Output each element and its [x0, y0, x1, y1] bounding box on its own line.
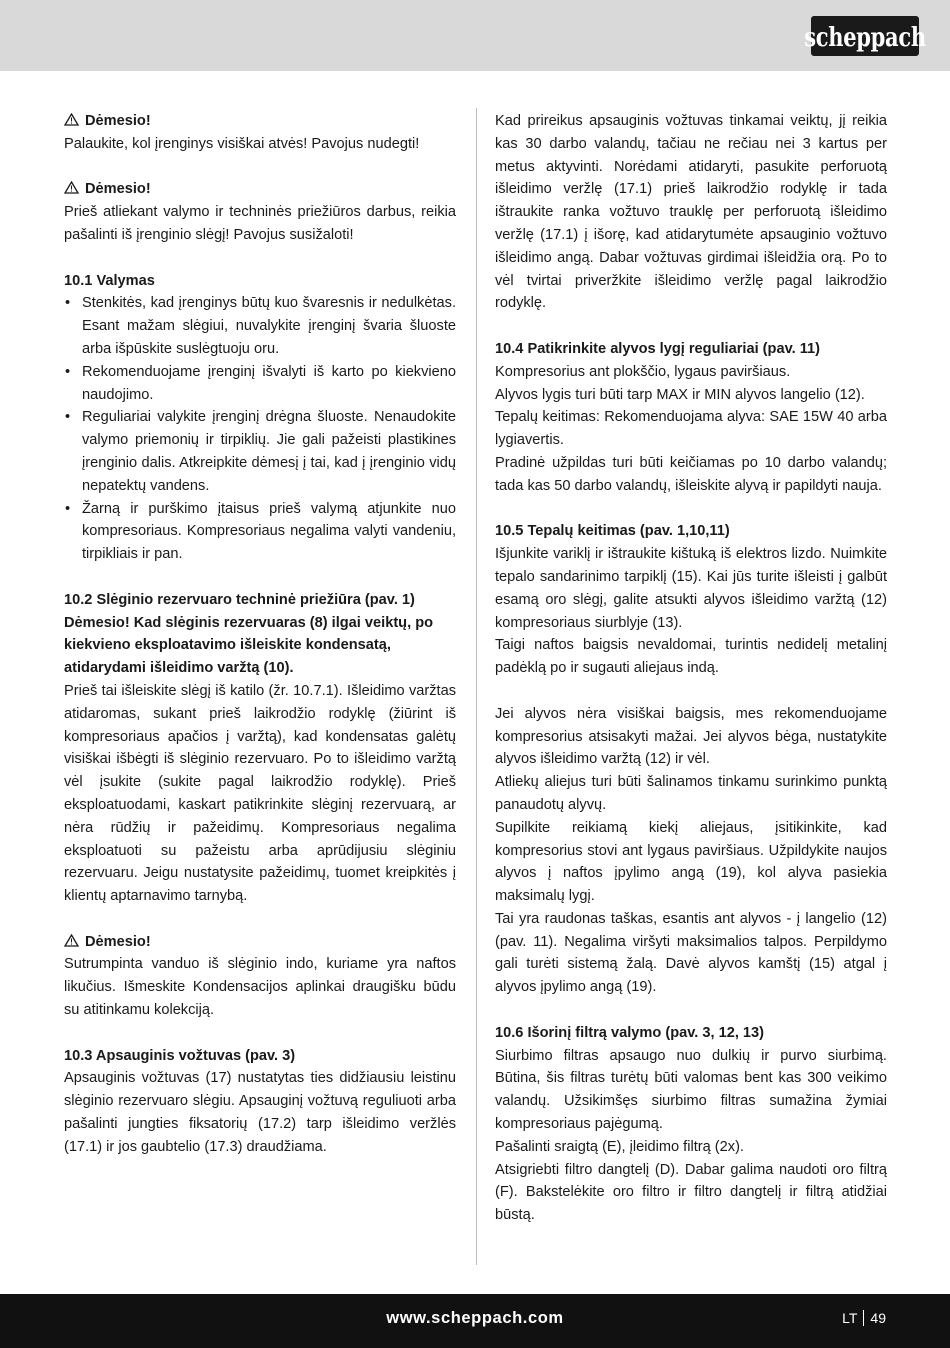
section-10-3-continued: Kad prireikus apsauginis vožtuvas tinkamai veiktų, jį reikia kas 30 darbo valandų, tačiau ne rečiau nei 3 kartus per metus aktyvinti. Norėdami atidaryti, pasukite perforuotą išleidimo veržlę (17.1) prieš laikrodžio rodyklę ir tada ištraukite ranka vožtuvo trauklę per perforuotą išleidimo veržlę (17.1) į išorę, kad atidarytumėte apsauginio vožtuvo išleidimo angą. Dabar vožtuvas girdimai išleidžia orą. Po to vėl tvirtai priveržkite išleidimo veržlę pagal laikrodžio rodyklę.	[495, 113, 887, 312]
warning-heading-1	[64, 110, 456, 133]
cleaning-list	[64, 292, 456, 566]
section-10-4-title: 10.4 Patikrinkite alyvos lygį reguliariai (pav. 11)	[495, 340, 821, 357]
page-footer	[0, 1294, 950, 1348]
left-column	[64, 110, 456, 1159]
page-number	[842, 1310, 886, 1326]
paragraph: Siurbimo filtras apsaugo nuo dulkių ir purvo siurbimą. Būtina, šis filtras turėtų būti valomas bent kas 300 veikimo valandų. Užsikimšęs siurbimo filtras sumažina žymiai kompresoriaus pajėgumą.	[495, 1047, 887, 1133]
column-divider	[476, 108, 477, 1265]
paragraph: Išjunkite variklį ir ištraukite kištuką iš elektros lizdo. Nuimkite tepalo sandarinimo tarpiklį (15). Kai jūs turite išleisti į galbūt esamą oro slėgį, galite atsukti alyvos išleidimo varžtą (12) kompresoriaus siurblyje (13).	[495, 546, 887, 631]
warning-text-1: Palaukite, kol įrenginys visiškai atvės! Pavojus nudegti!	[64, 135, 420, 152]
warning-heading-3	[64, 931, 456, 954]
section-10-3-title: 10.3 Apsauginis vožtuvas (pav. 3)	[64, 1047, 296, 1064]
paragraph: Pradinė užpildas turi būti keičiamas po 10 darbo valandų; tada kas 50 darbo valandų, išleiskite alyvą ir papildyti nauja.	[495, 454, 887, 494]
warning-text-2: Prieš atliekant valymo ir techninės priežiūros darbus, reikia pašalinti iš įrenginio slėgį! Pavojus susižaloti!	[64, 204, 456, 243]
logo-text: scheppach	[804, 20, 926, 52]
section-10-5-title: 10.5 Tepalų keitimas (pav. 1,10,11)	[495, 523, 730, 540]
warning-title: Dėmesio!	[85, 181, 151, 198]
page-header	[0, 0, 950, 71]
section-10-2-warning: Dėmesio! Kad slėginis rezervuaras (8) ilgai veiktų, po kiekvieno eksploatavimo išleiskite kondensatą, atidarydami išleidimo varžtą (10).	[64, 614, 434, 677]
right-column	[495, 110, 887, 1227]
warning-triangle-icon	[64, 934, 79, 947]
warning-triangle-icon	[64, 113, 79, 126]
paragraph: Alyvos lygis turi būti tarp MAX ir MIN alyvos langelio (12).	[495, 386, 865, 403]
paragraph: Taigi naftos baigsis nevaldomai, turintis nedidelį metalinį padėklą po ir sugauti aliejaus indą.	[495, 637, 887, 677]
paragraph: Kompresorius ant plokščio, lygaus paviršiaus.	[495, 363, 791, 380]
section-10-1-title: 10.1 Valymas	[64, 272, 155, 289]
scheppach-logo	[804, 16, 926, 56]
section-10-3-text: Apsauginis vožtuvas (17) nustatytas ties didžiausiu leistinu slėginio rezervuaro slėgiu. Apsauginį vožtuvą reguliuoti arba pašalinti jungties fiksatorių (17.2) tarp išleidimo veržlės (17.1) ir jos gaubtelio (17.3) draudžiama.	[64, 1070, 456, 1155]
language-code: LT	[842, 1310, 858, 1326]
section-10-2-title: 10.2 Slėginio rezervuaro techninė priežiūra (pav. 1)	[64, 591, 415, 608]
warning-title: Dėmesio!	[85, 933, 151, 950]
list-item: • Stenkitės, kad įrenginys būtų kuo švaresnis ir nedulkėtas. Esant mažam slėgiui, nuvalykite įrenginį švaria šluoste arba išpūskite suslėgtuoju oru.	[64, 292, 456, 360]
website-link[interactable]: www.scheppach.com	[386, 1309, 564, 1327]
paragraph: Jei alyvos nėra visiškai baigsis, mes rekomenduojame kompresorius atsisakyti mažai. Jei alyvos bėga, nustatykite alyvos išleidimo varžtą (12) ir vėl.	[495, 705, 887, 768]
page-number-value: 49	[870, 1310, 886, 1326]
warning-text-3: Sutrumpinta vanduo iš slėginio indo, kuriame yra naftos likučius. Išmeskite Kondensacijos aplinkai draugišku būdu su atitinkamu kolekciją.	[64, 956, 456, 1019]
paragraph: Atsigriebti filtro dangtelį (D). Dabar galima naudoti oro filtrą (F). Bakstelėkite oro filtro ir filtro dangtelį ir filtrą atidžiai būstą.	[495, 1161, 887, 1224]
list-item: • Reguliariai valykite įrenginį drėgna šluoste. Nenaudokite valymo priemonių ir tirpiklių. Jie gali pažeisti plastikines įrenginio dalis. Atkreipkite dėmesį į tai, kad į įrenginio vidų nepatektų vandens.	[64, 406, 456, 497]
section-10-2-text: Prieš tai išleiskite slėgį iš katilo (žr. 10.7.1). Išleidimo varžtas atidaromas, sukant prieš laikrodžio rodyklę (žiūrint iš kompresoriaus apačios į varžtą), kad kondensatas galėtų visiškai išbėgti iš slėginio rezervuaro. Po to išleidimo varžtą vėl įsukite (sukite pagal laikrodžio rodyklę). Prieš eksploatuodami, kaskart patikrinkite slėginį rezervuarą, ar nėra rūdžių ir pažeidimų. Kompresoriaus negalima eksploatuoti su pažeistu arba aprūdijusiu slėginiu rezervuaru. Jeigu nustatysite pažeidimų, tuomet kreipkitės į klientų aptarnavimo tarnybą.	[64, 682, 456, 905]
list-item: • Rekomenduojame įrenginį išvalyti iš karto po kiekvieno naudojimo.	[64, 361, 456, 407]
paragraph: Pašalinti sraigtą (E), įleidimo filtrą (2x).	[495, 1138, 744, 1155]
section-10-6-title: 10.6 Išorinį filtrą valymo (pav. 3, 12, 13)	[495, 1024, 765, 1041]
separator	[863, 1310, 864, 1326]
warning-triangle-icon	[64, 181, 79, 194]
warning-heading-2	[64, 178, 456, 201]
warning-title: Dėmesio!	[85, 113, 151, 129]
paragraph: Supilkite reikiamą kiekį aliejaus, įsitikinkite, kad kompresorius stovi ant lygaus paviršiaus. Užpildykite naujos alyvos į naftos įpylimo angą (19), kol alyva pasiekia maksimalų lygį.	[495, 819, 887, 905]
paragraph: Atliekų aliejus turi būti šalinamos tinkamu surinkimo punktą panaudotų alyvų.	[495, 774, 887, 813]
list-item: • Žarną ir purškimo įtaisus prieš valymą atjunkite nuo kompresoriaus. Kompresoriaus negalima valyti vandeniu, tirpikliais ir pan.	[64, 498, 456, 566]
paragraph: Tepalų keitimas: Rekomenduojama alyva: SAE 15W 40 arba lygiavertis.	[495, 409, 887, 449]
paragraph: Tai yra raudonas taškas, esantis ant alyvos - į langelio (12) (pav. 11). Negalima viršyti maksimalios talpos. Perpildymo gali turėti sistemą žalą. Davė alyvos kamštį (15) atgal į alyvos įpylimo angą (19).	[495, 910, 887, 996]
